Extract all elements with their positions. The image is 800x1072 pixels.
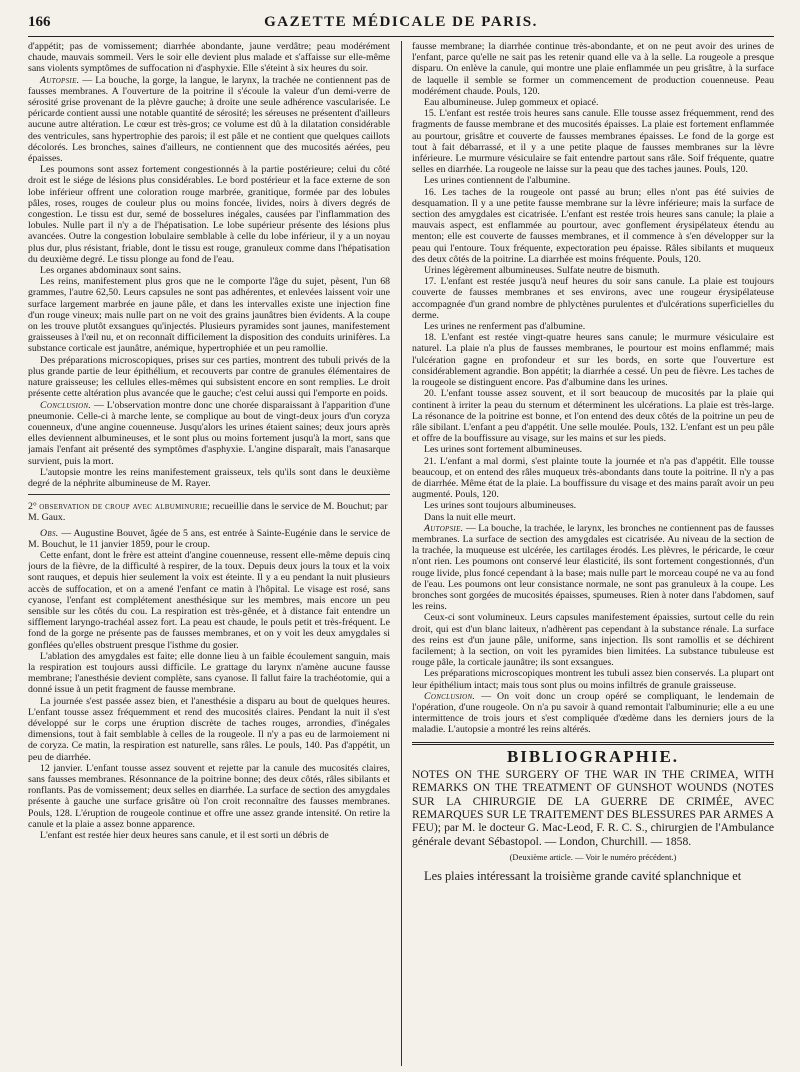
paragraph: Des préparations microscopiques, prises sur ces parties, montrent des tubuli privés de la plus grande partie de leur épithélium, et recouverts par contre de granules élémentaires de nature graisseuse; les cellules elles-mêmes qui subsistent encore en sont remplies. Le droit présente cette altération plus avancée que le gauche; c'est celui aussi qui l'emporte en poids. bbox=[28, 354, 390, 400]
paragraph: Les plaies intéressant la troisième grande cavité splanchnique et bbox=[424, 869, 742, 884]
paragraph: Les urines ne renferment pas d'albumine. bbox=[424, 321, 586, 333]
paragraph: Cette enfant, dont le frère est atteint d'angine couenneuse, ressent elle-même depuis cinq jours de la fièvre, de la difficulté à respirer, de la toux. Depuis deux jours la toux et la voix sont rauques, et depuis hier seulement la voix est éteinte. Il y a eu pendant la nuit plusieurs accès de suffocation, et on a amené l'enfant ce matin à l'hôpital. Le visage est rosé, sans cyanose, l'enfant est complétement anesthésique sur les membres, mais encore un peu sensible sur les côtés du cou. La respiration est très-gênée, et à distance fait entendre un sifflement laryngo-trachéal assez fort. La peau est chaude, le pouls petit et très-fréquent. Le fond de la gorge ne présente pas de fausses membranes, et on y voit les deux amygdales si gonflées qu'elles obstruent presque l'isthme du gosier. bbox=[28, 549, 390, 651]
paragraph: fausse membrane; la diarrhée continue très-abondante, et on ne peut avoir des urines de l'enfant, parce qu'elle ne sait pas les retenir quand elle va à la selle. La rougeole a presque disparu. On enlève la canule, qui montre une plaie enflammée un peu grisâtre, à la surface de laquelle il semble se former un commencement de production couenneuse. Peau modérément chaude. Pouls, 120. bbox=[412, 41, 774, 97]
paragraph: La journée s'est passée assez bien, et l'anesthésie a disparu au bout de quelques heures. L'enfant tousse assez fréquemment et rend des mucosités claires. Pendant la nuit il s'est développé sur le corps une éruption discrète de taches rouges, arrondies, d'inégales dimensions, tout à fait semblable à celles de la rougeole. Il n'y a pas eu de larmoiement ni de coryza. Ce matin, la respiration est naturelle, sans râles. Le pouls, 140. Pas d'appétit, un peu de diarrhée. bbox=[28, 695, 390, 763]
paragraph-text: — Augustine Bouvet, âgée de 5 ans, est entrée à Sainte-Eugénie dans le service de M. Bouchut, le 11 janvier 1859, pour le croup. bbox=[28, 527, 390, 550]
observation-title-text: observation de croup avec albuminurie bbox=[39, 501, 208, 513]
section-heading: Autopsie. bbox=[40, 74, 80, 86]
bibliography-heading: BIBLIOGRAPHIE. bbox=[506, 746, 680, 766]
paragraph: 12 janvier. L'enfant tousse assez souvent et rejette par la canule des mucosités claires, sans fausses membranes. Résonnance de la poitrine bonne; des deux côtés, râles sibilants et ronflants. Pas de vomissement; deux selles en diarrhée. La surface de section des amygdales présente à gauche une surface grisâtre où l'on croit reconnaître des fausses membranes. Pouls, 128. L'éruption de rougeole continue et offre une assez grande intensité. On retire la canule et la plaie a assez bonne apparence. bbox=[28, 762, 390, 830]
paragraph bbox=[28, 400, 390, 467]
section-heading: Conclusion. bbox=[40, 399, 92, 411]
left-column bbox=[28, 41, 390, 1066]
bibliography-citation bbox=[412, 768, 774, 848]
paragraph-text: — La bouche, la trachée, le larynx, les bronches ne contiennent pas de fausses membranes. La surface de section des amygdales est cicatrisée. Au niveau de la section de la trachée, la muqueuse est ulcérée, les cartilages érodés. Les plèvres, le péricarde, le cœur n'ont rien. Les poumons ont conservé leur élasticité, ils sont fortement congestionnés, d'un rouge livide, plus foncé cependant à la base; mais nulle part le morceau coupé ne va au fond de l'eau. Les poumons ont leur consistance normale, ne sont pas granuleux à la coupe. Les bronches sont gorgées de mucosités épaisses, spumeuses. Rien à noter dans l'abdomen, sauf les reins. bbox=[412, 522, 774, 613]
section-heading: Obs. bbox=[40, 527, 59, 539]
paragraph: 16. Les taches de la rougeole ont passé au brun; elles n'ont pas été suivies de desquamation. Il y a une petite fausse membrane sur la lèvre inférieure; mais la surface de section des amygdales est cicatrisée. L'enfant est restée trois heures sans canule; la plaie a mauvais aspect, est enflammée au pourtour, avec gonflement érysipélateux étendu au menton; elle est couverte de fausses membranes, et il commence à s'en développer sur la peau qui l'entoure. Toux fréquente, expectoration peu épaisse. Râles sibilants et muqueux des deux côtés de la poitrine. La diarrhée est moins fréquente. Pouls, 120. bbox=[412, 186, 774, 265]
paragraph bbox=[28, 75, 390, 165]
paragraph: Les préparations microscopiques montrent les tubuli assez bien conservés. La plupart ont leur épithélium intact; mais tous sont plus ou moins infiltrés de granule graisseuse. bbox=[412, 668, 774, 691]
paragraph: Les reins, manifestement plus gros que ne le comporte l'âge du sujet, pèsent, l'un 68 grammes, l'autre 62,50. Leurs capsules ne sont pas adhérentes, et enlevées laissent voir une surface largement marbrée en jaune pâle, et dans les intervalles existe une injection fine d'un rouge vineux; mais nulle part on ne voit des grains jaunâtres bien évidents. A la coupe on les trouve plutôt exsangues qu'injectés. Plusieurs pyramides sont jaunes, manifestement graisseuses à l'œil nu, et on reconnaît difficilement la disposition des conduits urinifères. La substance corticale est jaunâtre, anémique, hypertrophiée et un peu ramollie. bbox=[28, 276, 390, 355]
section-heading: Conclusion. bbox=[424, 690, 476, 702]
paragraph: 17. L'enfant est restée jusqu'à neuf heures du soir sans canule. La plaie est toujours couverte de fausses membranes et ses environs, avec une rougeur érysipélateuse accompagnée d'un grand nombre de phlyctènes purulentes et d'ulcérations superficielles du derme. bbox=[412, 276, 774, 321]
citation-author: ; par M. le docteur G. Mac-Leod, F. R. C. S., chirurgien de l'Ambulance générale devant Sébastopol. — London, Churchill. — 1858. bbox=[412, 821, 774, 848]
paragraph: 21. L'enfant a mal dormi, s'est plainte toute la journée et n'a pas d'appétit. Elle tousse beaucoup, et on entend des râles muqueux très-abondants dans toute la poitrine. Il n'y a pas de diarrhée. Même état de la plaie. La bouffissure du visage et des mains paraît avoir un peu augmenté. Pouls, 120. bbox=[412, 455, 774, 501]
paragraph: Les organes abdominaux sont sains. bbox=[40, 265, 182, 277]
column-rule bbox=[401, 41, 402, 1066]
observation-number: 2° bbox=[28, 501, 37, 513]
citation-title: NOTES ON THE SURGERY OF THE WAR IN THE CRIMEA, WITH REMARKS ON THE TREATMENT OF GUNSHOT WOUNDS bbox=[412, 767, 774, 795]
paragraph bbox=[412, 691, 774, 736]
paragraph-text: — La bouche, la gorge, la langue, le larynx, la trachée ne contiennent pas de fausses membranes. A l'ouverture de la poitrine il s'écoule la valeur d'un demi-verre de sérosité grise provenant de la plèvre gauche; à droite une seule adhérence vascularisée. Le péricarde contient aussi une notable quantité de sérosité; les séreuses ne présentent d'ailleurs aucune autre altération. Le cœur est très-gros; ce volume est dû à la dilatation considérable des ventricules, sans hypertrophie des parois; il est pâle et ne contient que quelques caillots décolorés. Les bronches, saines d'ailleurs, ne contiennent que des mucosités aérées, peu épaisses. bbox=[28, 74, 390, 165]
right-column bbox=[412, 41, 774, 1066]
header-rule bbox=[28, 36, 774, 37]
observation-title bbox=[28, 501, 390, 523]
paragraph: L'autopsie montre les reins manifestement graisseux, tels qu'ils sont dans le deuxième degré de la néphrite albumineuse de M. Rayer. bbox=[28, 466, 390, 489]
observation-title-rest: ; recueillie dans le service de M. Bouchut; par M. Gaux. bbox=[28, 501, 388, 524]
paragraph: d'appétit; pas de vomissement; diarrhée abondante, jaune verdâtre; peau modérément chaude, mauvais sommeil. Vers le soir elle devient plus malade et s'affaisse sur elle-même sans violents symptômes de suffocation ni d'asphyxie. Elle s'éteint à six heures du soir. bbox=[28, 41, 390, 75]
paragraph: L'ablation des amygdales est faite; elle donne lieu à un faible écoulement sanguin, mais la respiration est toujours aussi difficile. Le grattage du larynx n'amène aucune fausse membrane; l'anesthésie devient complète, sans cyanose. Il fallut faire la trachéotomie, qui a donné issue à un petit fragment de fausse membrane. bbox=[28, 650, 390, 696]
page-header bbox=[28, 14, 774, 36]
paragraph-text: — L'observation montre donc une chorée disparaissant à l'apparition d'une pneumonie. Celle-ci à marche lente, se complique au bout de vingt-deux jours d'un coryza couenneux, d'une angine couenneuse. Jusqu'alors les urines étaient saines; deux jours après elles deviennent albumineuses, et le sont plus ou moins fortement jusqu'à la mort, sans que jamais l'enfant ait présenté des symptômes d'asphyxie. L'angine disparaît, mais l'anasarque survient, puis la mort. bbox=[28, 399, 390, 467]
paragraph: Les poumons sont assez fortement congestionnés à la partie postérieure; celui du côté droit est le siége de lésions plus considérables. Le bord postérieur et la face externe de son lobe inférieur offrent une coloration rouge marbrée, granitique, formée par des lobules pâles, roses, rouges de couleur plus ou moins foncée, livides, noirs à divers degrés de congestion. Le tissu est dur, semé de bosselures inégales, causées par l'inflammation des lobules. Nulle part il n'y a de l'hépatisation. Le lobe supérieur présente des lésions plus avancées. Outre la congestion lobulaire semblable à celle du lobe inférieur, il y a un noyau plus dur, plus résistant, friable, dont le tissu est rouge, granuleux comme dans l'hépatisation du deuxième degré. Le tissu plonge au fond de l'eau. bbox=[28, 164, 390, 265]
page-number: 166 bbox=[28, 14, 51, 30]
paragraph: 20. L'enfant tousse assez souvent, et il sort beaucoup de mucosités par la plaie qui continent à irriter la peau du sternum et déterminent les ulcérations. La plaie est très-large. La résonance de la poitrine est bonne, et l'on entend des deux côtés de la poitrine un peu de râle sibilant. L'enfant a peu d'appétit. Une selle moulée. Pouls, 132. L'enfant est un peu pâle et offre de la bouffissure au visage, sur les mains et sur les pieds. bbox=[412, 388, 774, 445]
section-heading: Autopsie. bbox=[424, 522, 464, 534]
paragraph: 18. L'enfant est restée vingt-quatre heures sans canule; le murmure vésiculaire est naturel. La plaie n'a plus de fausses membranes, le pourtour est moins enflammé; mais l'ulcération gagne en profondeur et sur les bords, en sorte que l'ouverture est considérablement agrandie. Bon appétit; la diarrhée a cessé. Un peu de fièvre. Les taches de la rougeole se distinguent encore. Pas d'albumine dans les urines. bbox=[412, 332, 774, 389]
journal-title: GAZETTE MÉDICALE DE PARIS. bbox=[264, 14, 538, 30]
paragraph: Les urines sont toujours albumineuses. bbox=[424, 500, 577, 512]
paragraph-text: — On voit donc un croup opéré se compliquant, le lendemain de l'opération, d'une rougeole. On n'a pu savoir à quand remontait l'albuminurie; elle a eu une intermittence de trois jours et s'est compliquée d'œdème dans les derniers jours de la maladie. L'autopsie a montré les reins altérés. bbox=[412, 690, 774, 736]
paragraph bbox=[28, 528, 390, 550]
paragraph: Les urines contiennent de l'albumine. bbox=[424, 175, 571, 187]
paragraph bbox=[412, 523, 774, 613]
paragraph: Les urines sont fortement albumineuses. bbox=[424, 444, 583, 456]
paragraph: Eau albumineuse. Julep gommeux et opiacé. bbox=[424, 97, 599, 109]
section-double-rule bbox=[412, 742, 774, 745]
paragraph: Ceux-ci sont volumineux. Leurs capsules manifestement épaissies, surtout celle du rein droit, qui est d'un blanc laiteux, n'adhèrent pas cependant à la substance rénale. La surface des reins est d'un jaune pâle, uniforme, sans injection. Ils sont ramollis et se déchirent facilement; à la section, on voit les pyramides bien limitées. La substance tubuleuse est rouge pâle, la corticale jaunâtre; ils sont exsangues. bbox=[412, 612, 774, 669]
bibliography-note: (Deuxième article. — Voir le numéro précédent.) bbox=[509, 852, 677, 863]
paragraph: Dans la nuit elle meurt. bbox=[424, 511, 516, 523]
paragraph: Urines légèrement albumineuses. Sulfate neutre de bismuth. bbox=[424, 265, 660, 277]
section-separator bbox=[28, 494, 390, 495]
paragraph: 15. L'enfant est restée trois heures sans canule. Elle tousse assez fréquemment, rend des fragments de fausse membrane et des mucosités épaisses. La plaie est fortement enflammée au pourtour, grisâtre et couverte de fausses membranes épaisses. Le fond de la gorge est tout à fait débarrassé, et il y a une petite plaque de fausses membranes sur la lèvre inférieure. Le murmure vésiculaire se fait entendre partout sans râle. Soif fréquente, quatre selles en diarrhée. La rougeole ne laisse sur la peau que des taches jaunes. Pouls, 120. bbox=[412, 108, 774, 176]
paragraph: L'enfant est restée hier deux heures sans canule, et il est sorti un débris de bbox=[40, 830, 329, 842]
citation-translation: (NOTES SUR LA CHIRURGIE DE LA GUERRE DE CRIMÉE, AVEC REMARQUES SUR LE TRAITEMENT DES BLESSURES PAR ARMES A FEU) bbox=[412, 781, 774, 835]
bibliography-reference bbox=[412, 768, 774, 848]
